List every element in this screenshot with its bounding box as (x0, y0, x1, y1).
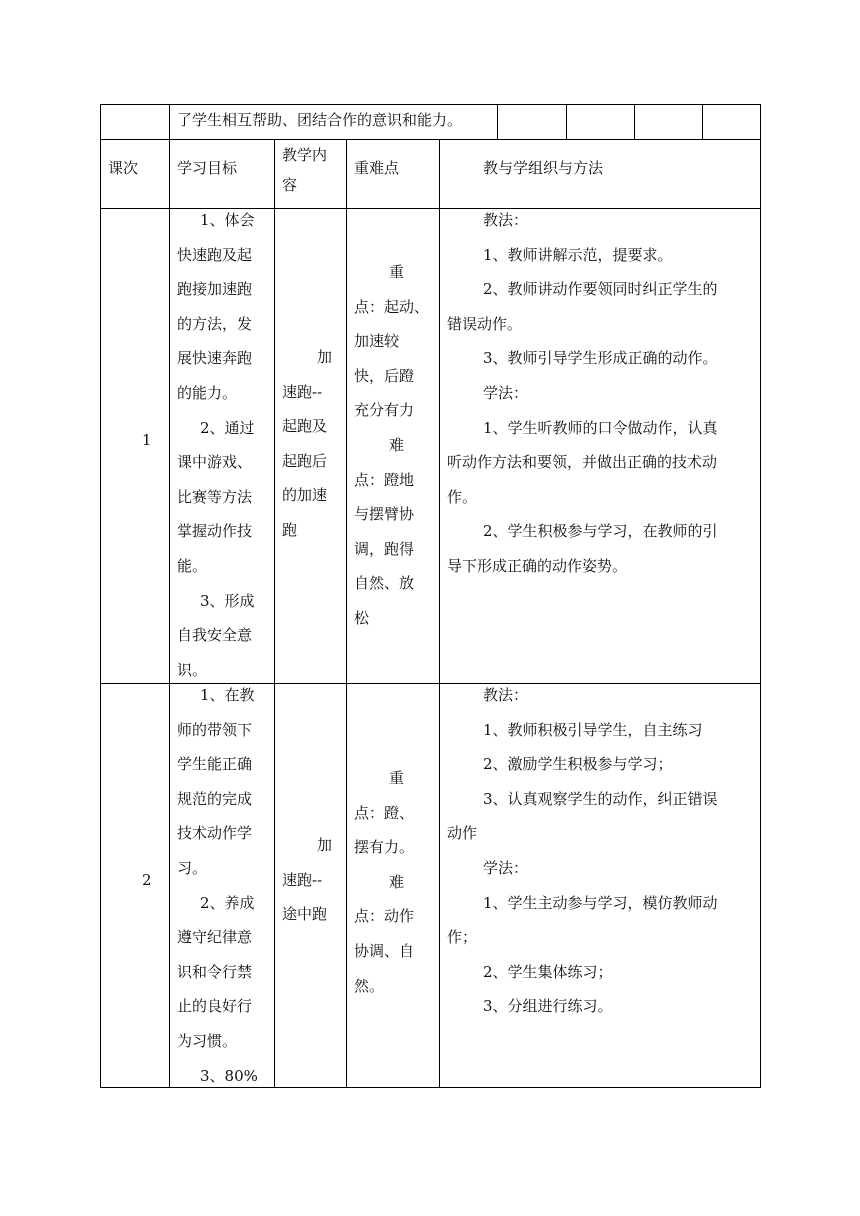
goal-line: 课中游戏、 (177, 453, 253, 472)
row-content-cell (282, 828, 332, 932)
method-line: 1、教师积极引导学生，自主练习 (483, 720, 703, 739)
goal-line: 跑接加速跑 (177, 280, 253, 299)
method-line: 2、学生集体练习； (483, 962, 613, 981)
method-line: 1、学生主动参与学习，模仿教师动 (483, 893, 718, 912)
goal-line: 规范的完成 (177, 789, 253, 808)
key-line: 点：蹬、 (354, 803, 415, 822)
goal-line: 师的带领下 (177, 720, 253, 739)
row-method-cell (447, 678, 718, 1024)
method-line: 作。 (447, 487, 478, 506)
method-line: 学法： (483, 383, 529, 402)
key-line: 自然、放 (354, 574, 415, 593)
method-line: 教法： (483, 686, 529, 704)
row-method-cell (447, 203, 718, 584)
key-line: 点：动作 (354, 907, 415, 926)
rule (439, 139, 440, 1088)
key-line: 摆有力。 (354, 838, 415, 857)
method-line: 3、教师引导学生形成正确的动作。 (483, 349, 718, 368)
method-line: 2、教师讲动作要领同时纠正学生的 (483, 280, 718, 299)
content-line: 的加速 (282, 486, 328, 505)
goal-line: 3、形成 (200, 591, 255, 610)
key-line: 点：起动、 (354, 297, 430, 316)
goal-line: 快速跑及起 (177, 245, 253, 264)
goal-line: 展快速奔跑 (177, 349, 253, 368)
rule (634, 104, 635, 139)
row-content-cell (282, 340, 332, 548)
key-line: 松 (354, 608, 370, 627)
method-line: 听动作方法和要领，并做出正确的技术动 (447, 453, 718, 472)
header-content-line1: 教学内 (282, 146, 328, 164)
goal-line: 识和令行禁 (177, 962, 253, 981)
row-goal-cell (177, 678, 258, 1093)
header-goal: 学习目标 (177, 159, 238, 177)
goal-line: 2、养成 (200, 893, 255, 912)
row-goal-cell (177, 203, 255, 687)
key-line: 协调、自 (354, 941, 415, 960)
method-line: 作； (447, 928, 478, 947)
goal-line: 技术动作学 (177, 824, 253, 843)
method-line: 1、学生听教师的口令做动作，认真 (483, 418, 718, 437)
goal-line: 止的良好行 (177, 997, 253, 1016)
header-key-points: 重难点 (354, 159, 400, 177)
rule (346, 139, 347, 1088)
goal-line: 学生能正确 (177, 755, 253, 774)
method-line: 导下形成正确的动作姿势。 (447, 556, 628, 575)
key-line: 加速较 (354, 332, 400, 351)
goal-line: 能。 (177, 556, 208, 575)
method-line: 2、激励学生积极参与学习； (483, 755, 673, 774)
goal-line: 识。 (177, 660, 208, 679)
goal-line: 1、在教 (200, 686, 255, 704)
rule (566, 104, 567, 139)
key-line: 点：蹬地 (354, 470, 415, 489)
method-line: 3、认真观察学生的动作，纠正错误 (483, 789, 718, 808)
rule (702, 104, 703, 139)
rule (169, 139, 170, 1088)
goal-line: 习。 (177, 858, 208, 877)
rule (100, 104, 101, 1088)
key-line: 然。 (354, 976, 385, 995)
row-lesson-number: 1 (142, 431, 152, 449)
top-row-text: 了学生相互帮助、团结合作的意识和能力。 (177, 111, 463, 129)
rule (169, 104, 170, 139)
goal-line: 自我安全意 (177, 626, 253, 645)
goal-line: 的方法，发 (177, 314, 253, 333)
content-line: 途中跑 (282, 905, 328, 924)
key-line: 充分有力 (354, 401, 415, 420)
goal-line: 遵守纪律意 (177, 928, 253, 947)
rule (760, 104, 761, 1088)
rule (274, 139, 275, 1088)
method-line: 3、分组进行练习。 (483, 997, 613, 1016)
goal-line: 的能力。 (177, 383, 238, 402)
method-line: 动作 (447, 824, 478, 843)
goal-line: 掌握动作技 (177, 522, 253, 541)
content-line: 加 (317, 348, 333, 366)
key-line: 难 (389, 435, 405, 454)
rule (497, 104, 498, 139)
method-line: 教法： (483, 211, 529, 229)
content-line: 速跑-- (282, 870, 323, 889)
content-line: 起跑后 (282, 451, 328, 470)
goal-line: 比赛等方法 (177, 487, 253, 506)
method-line: 错误动作。 (447, 314, 523, 333)
header-lesson: 课次 (108, 159, 139, 177)
key-line: 难 (389, 872, 405, 891)
method-line: 学法： (483, 858, 529, 877)
key-line: 调，跑得 (354, 539, 415, 558)
header-method: 教与学组织与方法 (483, 159, 604, 177)
content-line: 跑 (282, 520, 298, 539)
rule (100, 139, 760, 140)
content-line: 速跑-- (282, 382, 323, 401)
row-key-cell (354, 255, 429, 636)
key-line: 重 (389, 263, 405, 281)
goal-line: 为习惯。 (177, 1031, 238, 1050)
content-line: 加 (317, 836, 333, 854)
row-lesson-number: 2 (142, 871, 152, 889)
key-line: 快，后蹬 (354, 366, 415, 385)
goal-line: 2、通过 (200, 418, 255, 437)
content-line: 起跑及 (282, 417, 328, 436)
key-line: 重 (389, 769, 405, 787)
key-line: 与摆臂协 (354, 505, 415, 524)
goal-line: 3、80% (200, 1066, 258, 1085)
goal-line: 1、体会 (200, 211, 255, 229)
method-line: 2、学生积极参与学习，在教师的引 (483, 522, 718, 541)
method-line: 1、教师讲解示范，提要求。 (483, 245, 673, 264)
header-content-line2: 容 (282, 176, 298, 194)
row-key-cell (354, 761, 414, 1003)
